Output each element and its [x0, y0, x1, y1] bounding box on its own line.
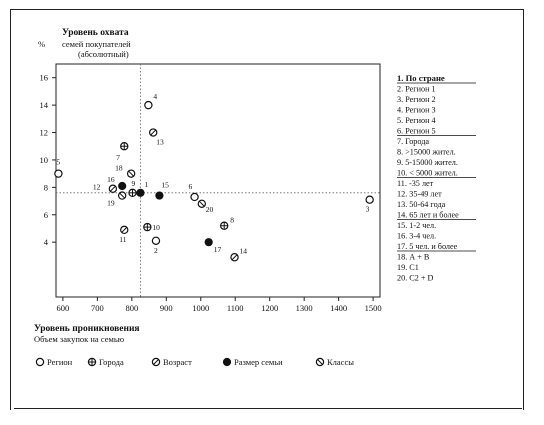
legend-item: 2. Регион 1: [397, 84, 436, 94]
point-20-marker: [198, 200, 205, 207]
x-tick-label: 1300: [295, 303, 313, 313]
y-tick-label: 14: [39, 100, 48, 111]
legend-family-marker: [223, 358, 230, 365]
point-7-label: 7: [116, 153, 120, 163]
legend-item: 12. 35-49 лет: [397, 189, 442, 199]
point-7-marker: [121, 143, 128, 150]
point-16-marker: [119, 182, 126, 189]
x-tick-label: 1500: [364, 303, 382, 313]
legend-item: 1. По стране: [397, 73, 445, 83]
point-6-label: 6: [188, 181, 193, 191]
x-axis-title: Уровень проникновения: [34, 324, 140, 334]
legend-class-label: Классы: [327, 357, 354, 367]
point-13-label: 13: [156, 137, 164, 147]
point-15-label: 15: [161, 180, 169, 190]
point-5-marker: [55, 170, 62, 177]
legend-item: 3. Регион 2: [397, 95, 436, 104]
legend-item: 9. 5-15000 жител.: [397, 158, 458, 167]
point-15-marker: [156, 192, 163, 199]
legend-item: 5. Регион 4: [397, 116, 436, 125]
point-11-marker: [121, 226, 128, 233]
legend-item: 11. -35 лет: [397, 179, 434, 188]
x-axis-subtitle: Объем закупок на семью: [34, 334, 125, 344]
chart-title: Уровень охвата: [62, 28, 129, 38]
legend-region-label: Регион: [47, 357, 73, 367]
legend-family-label: Размер семьи: [234, 357, 283, 367]
point-1-marker: [137, 189, 144, 196]
x-tick-label: 800: [125, 303, 139, 313]
y-tick-label: 16: [39, 72, 48, 83]
x-tick-label: 1400: [330, 303, 348, 313]
legend-item: 6. Регион 5: [397, 126, 436, 136]
point-18-label: 18: [115, 163, 123, 173]
point-2-label: 2: [153, 245, 158, 255]
point-17-marker: [205, 239, 212, 246]
point-14-label: 14: [239, 246, 248, 256]
legend-item: 20. С2 + D: [397, 273, 434, 283]
point-10-label: 10: [152, 223, 160, 233]
legend-city-label: Города: [99, 357, 124, 367]
point-10-marker: [144, 224, 151, 231]
legend-age-marker: [152, 358, 159, 365]
legend-item: 19. С1: [397, 263, 419, 272]
legend-item: 14. 65 лет и более: [397, 210, 459, 220]
legend-item: 8. >15000 жител.: [397, 147, 456, 157]
legend-item: 7. Города: [397, 137, 430, 146]
point-9-marker: [129, 189, 136, 196]
x-tick-label: 700: [90, 303, 104, 313]
point-6-marker: [191, 193, 198, 200]
point-1-label: 1: [144, 179, 149, 189]
x-tick-label: 1000: [192, 303, 210, 313]
marker-legend: [36, 357, 354, 367]
point-12-marker: [109, 185, 116, 192]
legend-item: 18. А + В: [397, 252, 430, 262]
legend-city-marker: [88, 358, 95, 365]
point-17-label: 17: [213, 245, 222, 255]
y-tick-label: 6: [43, 209, 48, 220]
plot-frame: [56, 64, 380, 297]
y-tick-label: 4: [43, 237, 48, 248]
point-19-marker: [119, 192, 126, 199]
legend-region-marker: [36, 358, 43, 365]
x-tick-label: 1200: [261, 303, 279, 313]
point-8-label: 8: [230, 215, 234, 225]
y-tick-label: 10: [39, 154, 48, 165]
point-9-label: 9: [131, 178, 136, 188]
point-3-label: 3: [365, 204, 370, 214]
point-19-label: 19: [107, 198, 115, 208]
x-tick-label: 1100: [226, 303, 244, 313]
legend-item: 10. < 5000 жител.: [397, 168, 458, 178]
point-8-marker: [221, 222, 228, 229]
y-unit-label: %: [38, 39, 46, 49]
y-tick-label: 12: [39, 127, 48, 138]
point-11-label: 11: [119, 234, 127, 244]
legend-item: 13. 50-64 года: [397, 200, 446, 209]
point-2-marker: [152, 237, 159, 244]
point-16-label: 16: [107, 174, 115, 184]
chart-subtitle-line-2: (абсолютный): [78, 49, 129, 59]
point-13-marker: [150, 129, 157, 136]
point-18-marker: [128, 170, 135, 177]
point-5-label: 5: [56, 157, 61, 167]
reference-lines: [56, 64, 380, 297]
x-tick-label: 900: [159, 303, 173, 313]
y-tick-label: 8: [43, 182, 48, 193]
legend-age-label: Возраст: [163, 357, 192, 367]
legend-item: 17. 5 чел. и более: [397, 242, 458, 251]
point-3-marker: [366, 196, 373, 203]
x-tick-label: 600: [56, 303, 70, 313]
point-12-label: 12: [92, 182, 101, 192]
data-points: [55, 92, 373, 261]
point-20-label: 20: [205, 204, 214, 214]
point-4-label: 4: [153, 92, 158, 102]
chart-subtitle-line-1: семей покупателей: [62, 39, 131, 49]
legend-class-marker: [316, 358, 323, 365]
point-14-marker: [231, 254, 238, 261]
point-4-marker: [145, 102, 152, 109]
series-legend: [397, 73, 476, 283]
legend-item: 15. 1-2 чел.: [397, 221, 437, 230]
legend-item: 16. 3-4 чел.: [397, 231, 437, 241]
legend-item: 4. Регион 3: [397, 105, 436, 115]
